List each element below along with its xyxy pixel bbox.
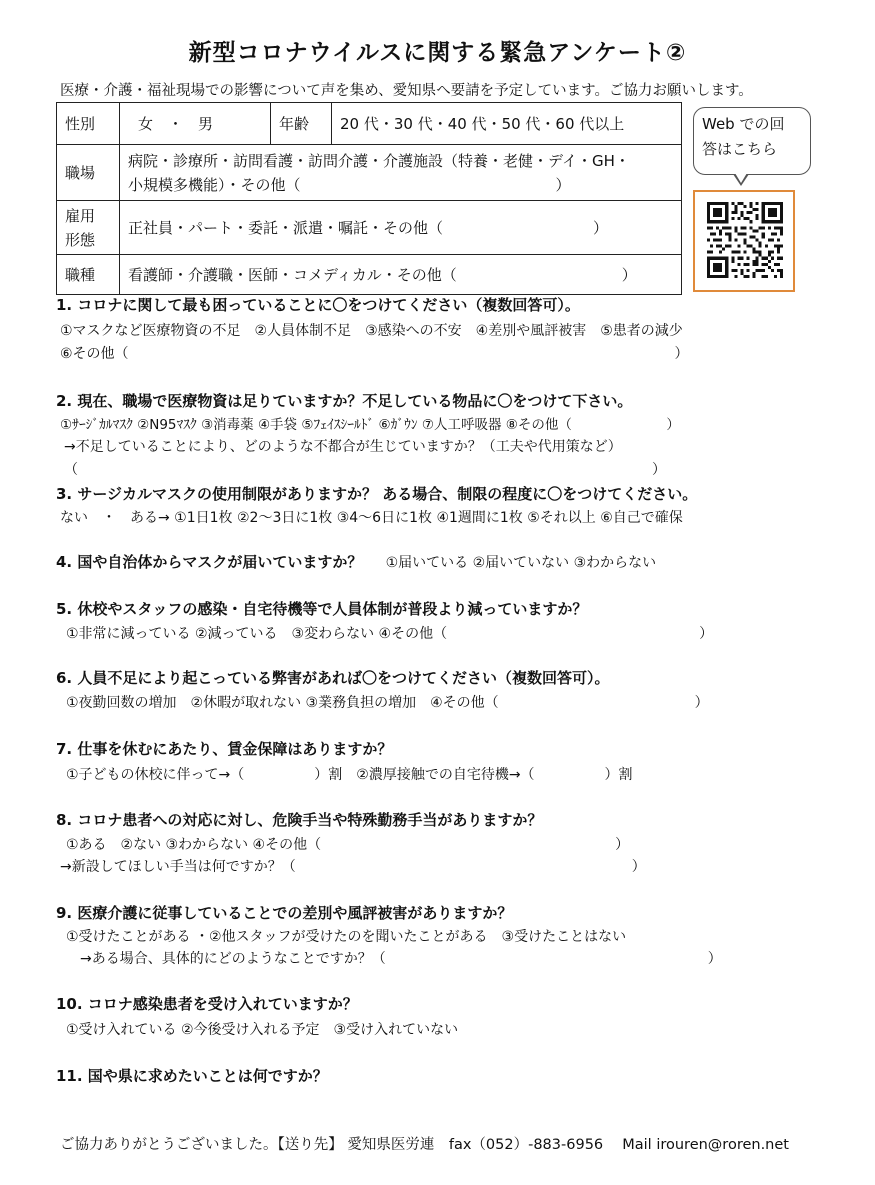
footer-contact: ご協力ありがとうございました。【送り先】 愛知県医労連 fax（052）-883-6956 Mail irouren@roren.net — [60, 1137, 789, 1153]
question-5: 5. 休校やスタッフの感染・自宅待機等で人員体制が普段より減っていますか？ — [56, 600, 588, 618]
question-4-options[interactable]: ①届いている ②届いていない ③わからない — [385, 555, 657, 571]
question-2: 2. 現在、職場で医療物資は足りていますか？不足している物品に〇をつけて下さい。 — [56, 392, 633, 410]
table-row — [57, 255, 682, 295]
question-1-other[interactable]: ⑥その他（ ） — [60, 346, 689, 362]
question-3: 3. サージカルマスクの使用制限がありますか？ ある場合、制限の程度に〇をつけてください。 — [56, 485, 698, 503]
question-2-followup: →不足していることにより、どのような不都合が生じていますか？（工夫や代用策など） — [64, 439, 622, 455]
page-title: 新型コロナウイルスに関する緊急アンケート② — [188, 40, 687, 66]
intro-text: 医療・介護・福祉現場での影響について声を集め、愛知県へ要請を予定しています。ご協力お願いします。 — [60, 83, 753, 99]
question-4: 4. 国や自治体からマスクが届いていますか？ ①届いている ②届いていない ③わからない — [56, 553, 657, 571]
workplace-options[interactable] — [120, 145, 682, 201]
question-11: 11. 国や県に求めたいことは何ですか？ — [56, 1067, 328, 1085]
question-7: 7. 仕事を休むにあたり、賃金保障はありますか？ — [56, 740, 393, 758]
age-label: 年齢 — [271, 103, 332, 145]
employment-label: 雇用 形態 — [57, 201, 120, 255]
question-8-followup[interactable]: →新設してほしい手当は何ですか？（ ） — [60, 859, 646, 875]
table-row — [57, 145, 682, 201]
sex-options[interactable]: 女 ・ 男 — [120, 103, 271, 145]
table-row — [57, 103, 682, 145]
question-7-options[interactable]: ①子どもの休校に伴って→（ ）割 ②濃厚接触での自宅待機→（ ）割 — [66, 767, 633, 783]
question-9-followup[interactable]: →ある場合、具体的にどのようなことですか？（ ） — [80, 951, 722, 967]
web-answer-callout — [693, 107, 811, 175]
question-6: 6. 人員不足により起こっている弊害があれば〇をつけてください（複数回答可）。 — [56, 669, 610, 687]
respondent-info-table — [56, 102, 682, 295]
question-10: 10. コロナ感染患者を受け入れていますか？ — [56, 995, 358, 1013]
callout-line-2: 答はこちら — [702, 140, 778, 158]
workplace-label: 職場 — [57, 145, 120, 201]
qr-code-frame[interactable] — [693, 190, 795, 292]
question-10-options[interactable]: ①受け入れている ②今後受け入れる予定 ③受け入れていない — [66, 1022, 459, 1038]
question-5-options[interactable]: ①非常に減っている ②減っている ③変わらない ④その他（ ） — [66, 626, 714, 642]
question-8: 8. コロナ患者への対応に対し、危険手当や特殊勤務手当がありますか？ — [56, 811, 543, 829]
question-9-options[interactable]: ①受けたことがある ・②他スタッフが受けたのを聞いたことがある ③受けたことはない — [66, 929, 627, 945]
question-2-options[interactable]: ①ｻｰｼﾞｶﾙﾏｽｸ ②N95ﾏｽｸ ③消毒薬 ④手袋 ⑤ﾌｪｲｽｼｰﾙﾄﾞ ⑥ｶﾞｳﾝ ⑦人工呼吸器 ⑧その他（ ） — [60, 417, 680, 433]
workplace-line-1: 病院・診療所・訪問看護・訪問介護・介護施設（特養・老健・デイ・GH・ — [128, 151, 630, 170]
question-1-options[interactable]: ①マスクなど医療物資の不足 ②人員体制不足 ③感染への不安 ④差別や風評被害 ⑤患者の減少 — [60, 323, 683, 339]
question-2-answer-field[interactable]: （ ） — [64, 462, 666, 478]
job-options[interactable]: 看護師・介護職・医師・コメディカル・その他（ ） — [120, 255, 682, 295]
job-label: 職種 — [57, 255, 120, 295]
employment-options[interactable]: 正社員・パート・委託・派遣・嘱託・その他（ ） — [120, 201, 682, 255]
callout-line-1: Web での回 — [702, 115, 785, 133]
qr-code-icon[interactable] — [707, 202, 783, 278]
question-1: 1. コロナに関して最も困っていることに〇をつけてください（複数回答可）。 — [56, 296, 580, 314]
age-options[interactable]: 20 代・30 代・40 代・50 代・60 代以上 — [332, 103, 682, 145]
table-row — [57, 201, 682, 255]
sex-label: 性別 — [57, 103, 120, 145]
question-3-options[interactable]: ない ・ ある→ ①1日1枚 ②2～3日に1枚 ③4～6日に1枚 ④1週間に1枚 ⑤それ以上 ⑥自己で確保 — [60, 510, 683, 526]
question-9: 9. 医療介護に従事していることでの差別や風評被害がありますか？ — [56, 904, 513, 922]
question-8-options[interactable]: ①ある ②ない ③わからない ④その他（ ） — [66, 837, 630, 853]
workplace-line-2: 小規模多機能）・その他（ ） — [128, 175, 571, 194]
question-6-options[interactable]: ①夜勤回数の増加 ②休暇が取れない ③業務負担の増加 ④その他（ ） — [66, 695, 709, 711]
